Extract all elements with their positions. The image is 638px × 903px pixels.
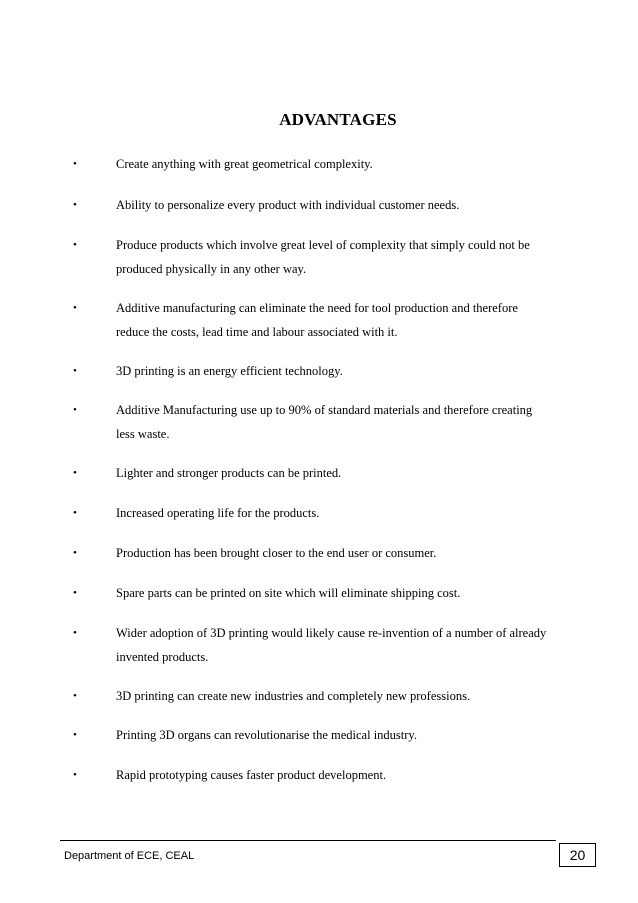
list-item-line: reduce the costs, lead time and labour associated with it.: [116, 325, 398, 339]
bullet-icon: •: [73, 547, 77, 559]
bullet-icon: •: [73, 158, 77, 170]
list-item-line: Produce products which involve great level of complexity that simply could not be: [116, 238, 530, 252]
bullet-icon: •: [73, 769, 77, 781]
list-item-line: produced physically in any other way.: [116, 262, 307, 276]
list-item-line: 3D printing can create new industries and completely new professions.: [116, 689, 471, 703]
list-item-line: Spare parts can be printed on site which will eliminate shipping cost.: [116, 586, 461, 600]
bullet-icon: •: [73, 302, 77, 314]
list-item-line: Production has been brought closer to the end user or consumer.: [116, 546, 437, 560]
bullet-icon: •: [73, 690, 77, 702]
list-item-line: Printing 3D organs can revolutionarise the medical industry.: [116, 728, 417, 742]
list-item-line: 3D printing is an energy efficient technology.: [116, 364, 343, 378]
list-item-line: Wider adoption of 3D printing would likely cause re-invention of a number of already: [116, 626, 547, 640]
list-item-line: Additive Manufacturing use up to 90% of standard materials and therefore creating: [116, 403, 533, 417]
bullet-icon: •: [73, 239, 77, 251]
bullet-icon: •: [73, 365, 77, 377]
bullet-icon: •: [73, 729, 77, 741]
bullet-icon: •: [73, 467, 77, 479]
page-number: 20: [559, 843, 596, 867]
bullet-icon: •: [73, 507, 77, 519]
list-item-line: Ability to personalize every product with individual customer needs.: [116, 198, 460, 212]
bullet-icon: •: [73, 587, 77, 599]
list-item-line: Additive manufacturing can eliminate the need for tool production and therefore: [116, 301, 518, 315]
list-item-line: invented products.: [116, 650, 209, 664]
list-item-line: less waste.: [116, 427, 170, 441]
bullet-icon: •: [73, 199, 77, 211]
page-title: ADVANTAGES: [279, 110, 397, 129]
list-item-line: Increased operating life for the products.: [116, 506, 320, 520]
footer-department: Department of ECE, CEAL: [64, 850, 195, 862]
list-item-line: Rapid prototyping causes faster product development.: [116, 768, 387, 782]
bullet-icon: •: [73, 404, 77, 416]
list-item-line: Lighter and stronger products can be printed.: [116, 466, 342, 480]
bullet-icon: •: [73, 627, 77, 639]
footer-divider: [60, 840, 556, 841]
list-item-line: Create anything with great geometrical complexity.: [116, 157, 373, 171]
